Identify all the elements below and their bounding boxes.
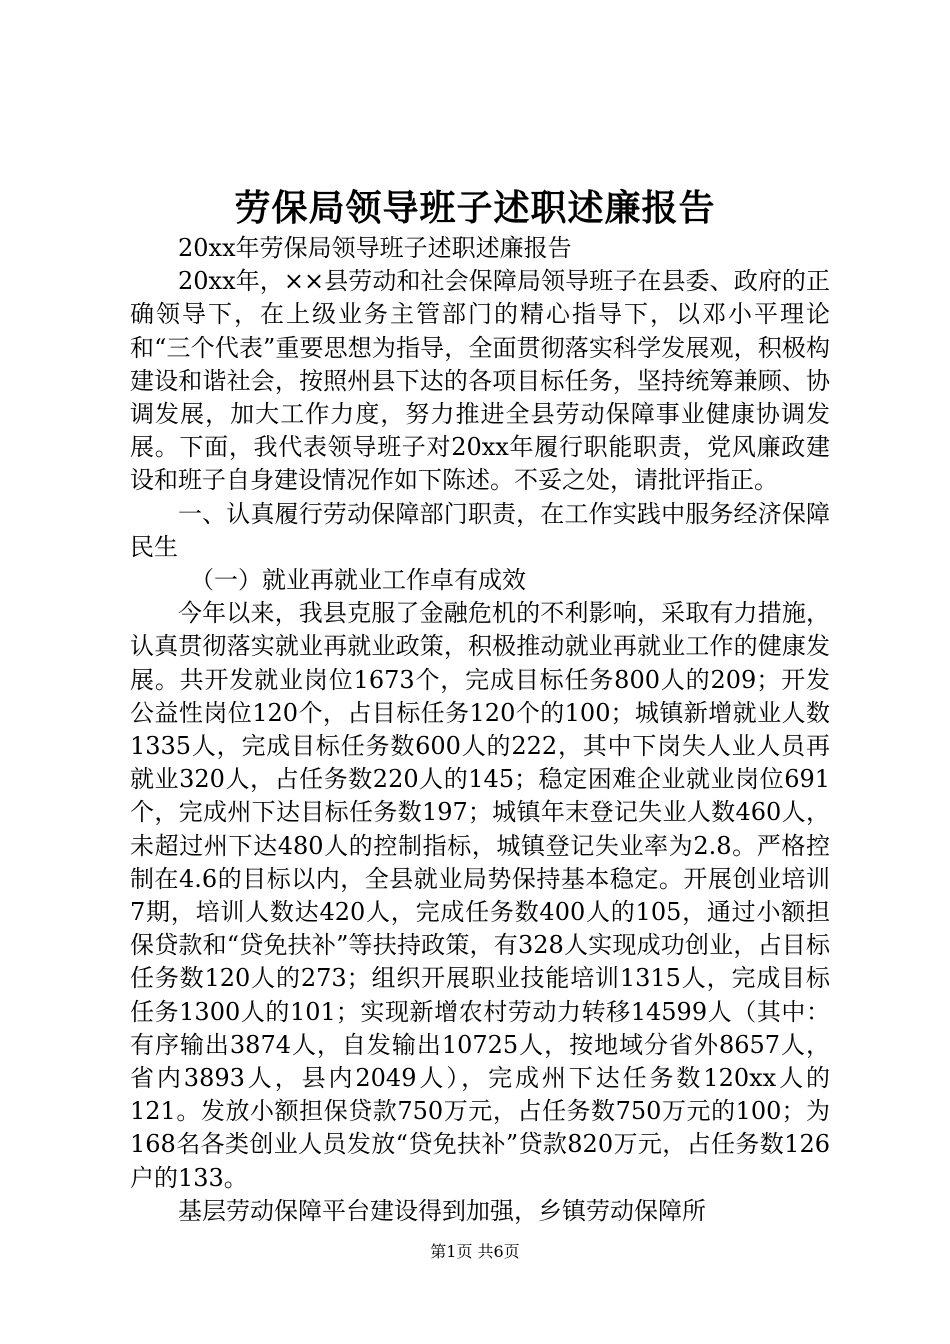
subtitle-paragraph: 20xx年劳保局领导班子述职述廉报告 — [178, 234, 572, 262]
document-title: 劳保局领导班子述职述廉报告 — [234, 187, 716, 229]
intro-paragraph: 20xx年，××县劳动和社会保障局领导班子在县委、政府的正确领导下，在上级业务主管部门的精心指导下，以邓小平理论和“三个代表”重要思想为指导，全面贯彻落实科学发展观，积极构建设和谐社会，按照州县下达的各项目标任务，坚持统筹兼顾、协调发展，加大工作力度，努力推进全县劳动保障事业健康协调发展。下面，我代表领导班子对20xx年履行职能职责，党风廉政建设和班子自身建设情况作如下陈述。不妥之处，请批评指正。 — [130, 267, 830, 495]
subsection-heading: （一）就业再就业工作卓有成效 — [190, 566, 526, 595]
platform-paragraph: 基层劳动保障平台建设得到加强，乡镇劳动保障所 — [178, 1196, 706, 1225]
employment-paragraph: 今年以来，我县克服了金融危机的不利影响，采取有力措施，认真贯彻落实就业再就业政策，积极推动就业再就业工作的健康发展。共开发就业岗位1673个，完成目标任务800人的209；开发公益性岗位120个，占目标任务120个的100；城镇新增就业人数1335人，完成目标任务数600人的222，其中下岗失人业人员再就业320人，占任务数220人的145；稳定困难企业就业岗位691个，完成州下达目标任务数197；城镇年末登记失业人数460人，未超过州下达480人的控制指标，城镇登记失业率为2.8。严格控制在4.6的目标以内，全县就业局势保持基本稳定。开展创业培训7期，培训人数达420人，完成任务数400人的105，通过小额担保贷款和“贷免扶补”等扶持政策，有328人实现成功创业，占目标任务数120人的273；组织开展职业技能培训1315人，完成目标任务1300人的101；实现新增农村劳动力转移14599人（其中：有序输出3874人，自发输出10725人，按地域分省外8657人，省内3893人，县内2049人），完成州下达任务数120xx人的121。发放小额担保贷款750万元，占任务数750万元的100；为168名各类创业人员发放“贷免扶补”贷款820万元，占任务数126户的133。 — [130, 599, 830, 1192]
page-footer: 第1页 共6页 — [430, 1242, 520, 1261]
document-body — [130, 232, 830, 1228]
section-heading: 一、认真履行劳动保障部门职责，在工作实践中服务经济保障民生 — [130, 499, 830, 561]
